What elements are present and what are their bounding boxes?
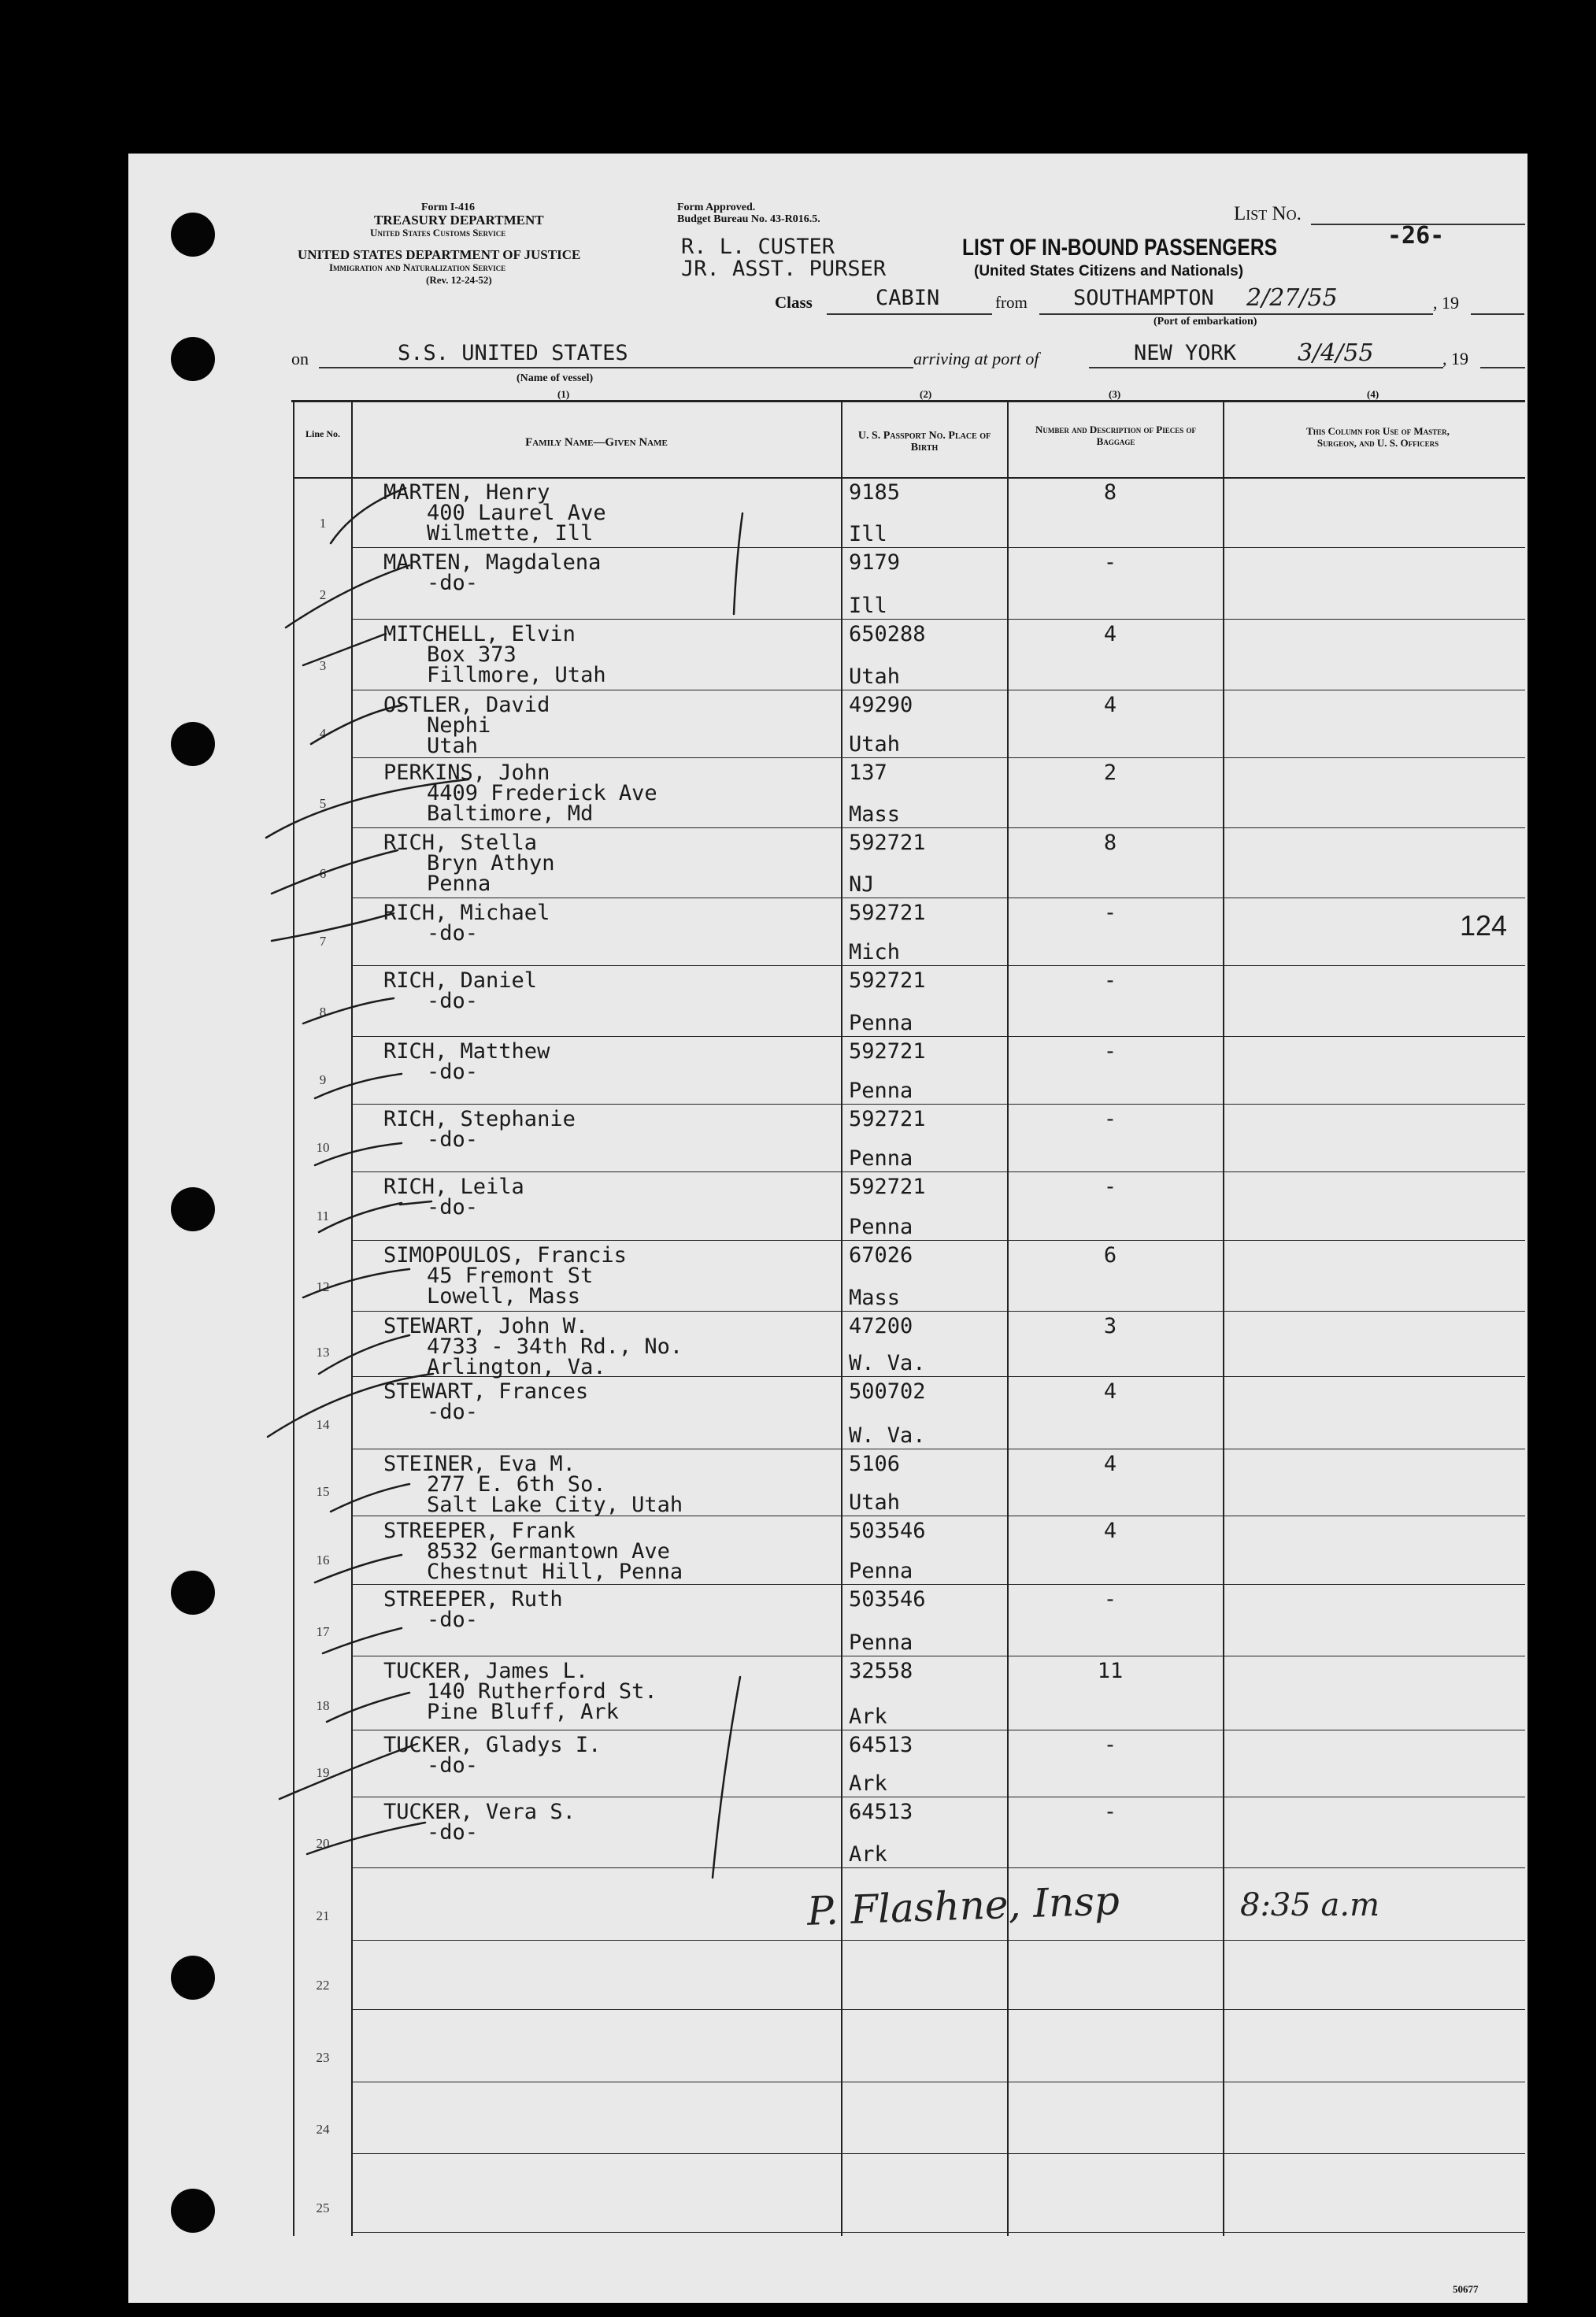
from-date: 2/27/55	[1246, 284, 1338, 312]
line-number: 5	[319, 796, 327, 811]
col-number-3: (3)	[1109, 388, 1121, 400]
from-underline	[1039, 313, 1433, 315]
passenger-name: RICH, Michael	[383, 901, 550, 925]
line-number: 23	[316, 2050, 330, 2065]
line-number: 15	[316, 1484, 330, 1499]
place-of-birth: Utah	[849, 1490, 901, 1515]
passport-number: 47200	[849, 1314, 913, 1338]
row-rule	[351, 1104, 1525, 1105]
line-number: 1	[319, 516, 327, 531]
punch-hole	[171, 2189, 215, 2233]
passport-number: 592721	[849, 1107, 926, 1131]
purser-name: R. L. CUSTER	[681, 235, 835, 259]
form-code: 50677	[1453, 2283, 1479, 2295]
year-underline	[1471, 313, 1524, 315]
manifest-title: LIST OF IN-BOUND PASSENGERS	[962, 235, 1278, 261]
passenger-address-1: 277 E. 6th So.	[427, 1472, 606, 1497]
col-number-1: (1)	[557, 388, 570, 400]
row-rule	[351, 1311, 1525, 1312]
baggage-count: -	[1103, 1800, 1117, 1824]
from-port: SOUTHAMPTON	[1073, 286, 1214, 310]
passport-number: 650288	[849, 622, 926, 646]
punch-hole	[171, 213, 215, 257]
line-number: 22	[316, 1978, 330, 1993]
col-number-2: (2)	[920, 388, 932, 400]
year-suffix-2: , 19	[1442, 349, 1468, 368]
from-label: from	[995, 293, 1028, 312]
baggage-count: -	[1103, 1587, 1117, 1612]
place-of-birth: W. Va.	[849, 1423, 926, 1448]
place-of-birth: Penna	[849, 1011, 913, 1035]
punch-hole	[171, 1571, 215, 1615]
punch-hole	[171, 1187, 215, 1231]
header-bottom-rule	[293, 477, 1525, 479]
passenger-address-1: -do-	[427, 1753, 479, 1778]
line-number: 12	[316, 1279, 330, 1294]
passenger-address-1: -do-	[427, 1608, 479, 1632]
place-of-birth: Mass	[849, 1286, 901, 1310]
place-of-birth: Mich	[849, 940, 901, 964]
place-of-birth: W. Va.	[849, 1351, 926, 1375]
row-rule	[351, 547, 1525, 548]
passport-number: 67026	[849, 1243, 913, 1268]
passenger-address-1: -do-	[427, 1195, 479, 1220]
passenger-name: RICH, Stella	[383, 831, 538, 855]
passenger-name: RICH, Matthew	[383, 1039, 550, 1064]
place-of-birth: Mass	[849, 802, 901, 827]
class-value: CABIN	[876, 286, 940, 310]
baggage-count: 8	[1103, 480, 1117, 505]
line-number: 20	[316, 1836, 330, 1851]
baggage-count: -	[1103, 1039, 1117, 1064]
col-number-4: (4)	[1367, 388, 1379, 400]
passenger-address-1: Box 373	[427, 642, 517, 667]
baggage-count: 8	[1103, 831, 1117, 855]
line-number: 2	[319, 587, 327, 602]
passenger-address-1: -do-	[427, 571, 479, 595]
year-underline-2	[1480, 367, 1525, 368]
baggage-count: 4	[1103, 1519, 1117, 1543]
baggage-count: 2	[1103, 761, 1117, 785]
row-rule	[351, 2232, 1525, 2233]
baggage-count: -	[1103, 550, 1117, 575]
manifest-subtitle: (United States Citizens and Nationals)	[974, 263, 1244, 279]
baggage-count: 4	[1103, 1379, 1117, 1404]
passenger-address-2: Arlington, Va.	[427, 1355, 606, 1379]
baggage-count: -	[1103, 968, 1117, 993]
passenger-name: MITCHELL, Elvin	[383, 622, 576, 646]
line-number: 18	[316, 1698, 330, 1713]
passenger-address-1: 400 Laurel Ave	[427, 501, 606, 525]
line-number: 17	[316, 1624, 330, 1639]
passenger-name: MARTEN, Henry	[383, 480, 550, 505]
col-header-line-no: Line No.	[305, 428, 340, 439]
line-number: 14	[316, 1417, 330, 1432]
row-rule	[351, 619, 1525, 620]
passenger-address-1: -do-	[427, 1400, 479, 1424]
line-number: 9	[319, 1072, 327, 1087]
line-number: 24	[316, 2122, 330, 2137]
passport-number: 64513	[849, 1733, 913, 1757]
line-number: 3	[319, 658, 327, 673]
row-rule	[351, 2009, 1525, 2010]
line-number: 16	[316, 1553, 330, 1567]
passport-number: 592721	[849, 1175, 926, 1199]
passenger-name: STEINER, Eva M.	[383, 1452, 576, 1476]
place-of-birth: Utah	[849, 732, 901, 757]
passenger-address-2: Chestnut Hill, Penna	[427, 1560, 683, 1584]
table-top-rule	[291, 400, 1525, 402]
passenger-address-1: -do-	[427, 1127, 479, 1152]
line-number: 25	[316, 2200, 330, 2215]
line-number: 21	[316, 1908, 330, 1923]
place-of-birth: Ill	[849, 522, 887, 546]
place-of-birth: NJ	[849, 872, 875, 897]
row-rule	[351, 827, 1525, 828]
row-rule	[351, 757, 1525, 758]
punch-hole	[171, 722, 215, 766]
passport-number: 32558	[849, 1659, 913, 1683]
col-header-passport: U. S. Passport No. Place of Birth	[857, 430, 991, 453]
line-number: 19	[316, 1765, 330, 1780]
row-rule	[351, 1036, 1525, 1037]
passenger-address-1: -do-	[427, 1820, 479, 1845]
passenger-address-1: 8532 Germantown Ave	[427, 1539, 670, 1564]
form-approved: Form Approved.	[677, 202, 756, 213]
passenger-address-1: -do-	[427, 989, 479, 1013]
passport-number: 64513	[849, 1800, 913, 1824]
class-underline	[827, 313, 992, 315]
passenger-name: OSTLER, David	[383, 693, 550, 717]
line-number: 7	[319, 934, 327, 949]
passenger-address-1: 45 Fremont St	[427, 1264, 594, 1288]
purser-title: JR. ASST. PURSER	[681, 257, 887, 281]
vessel-underline	[319, 367, 913, 368]
passenger-address-2: Wilmette, Ill	[427, 521, 594, 546]
passenger-address-1: Nephi	[427, 713, 491, 738]
row-rule	[351, 1867, 1525, 1868]
passenger-address-1: -do-	[427, 921, 479, 946]
vessel-caption: (Name of vessel)	[517, 372, 594, 384]
ins-label: Immigration and Naturalization Service	[329, 261, 506, 273]
col-divider-line-no	[351, 402, 353, 2236]
place-of-birth: Ark	[849, 1771, 887, 1796]
passenger-name: PERKINS, John	[383, 761, 550, 785]
baggage-count: 6	[1103, 1243, 1117, 1268]
arrival-date: 3/4/55	[1298, 339, 1374, 367]
row-rule	[351, 1240, 1525, 1241]
passenger-name: TUCKER, Vera S.	[383, 1800, 576, 1824]
place-of-birth: Utah	[849, 664, 901, 689]
passenger-address-1: 4409 Frederick Ave	[427, 781, 657, 805]
budget-bureau: Budget Bureau No. 43-R016.5.	[677, 213, 820, 225]
line-number: 11	[316, 1208, 330, 1223]
port-embarkation-caption: (Port of embarkation)	[1153, 316, 1257, 328]
list-no-label: List No.	[1234, 203, 1302, 224]
row-rule	[351, 1940, 1525, 1941]
passport-number: 9179	[849, 550, 901, 575]
passenger-address-2: Baltimore, Md	[427, 801, 594, 826]
passport-number: 592721	[849, 968, 926, 993]
arrival-underline	[1089, 367, 1443, 368]
punch-hole	[171, 337, 215, 381]
passport-number: 592721	[849, 901, 926, 925]
row-rule	[351, 965, 1525, 966]
row-rule	[351, 2153, 1525, 2154]
passenger-address-2: Lowell, Mass	[427, 1284, 581, 1308]
baggage-count: 4	[1103, 622, 1117, 646]
place-of-birth: Ark	[849, 1842, 887, 1867]
passport-number: 137	[849, 761, 887, 785]
punch-hole	[171, 1956, 215, 2000]
passport-number: 503546	[849, 1519, 926, 1543]
line-number: 4	[319, 726, 327, 741]
passenger-address-1: -do-	[427, 1060, 479, 1084]
revision-label: (Rev. 12-24-52)	[426, 274, 492, 286]
passenger-address-2: Utah	[427, 734, 479, 758]
line-number: 13	[316, 1345, 330, 1360]
line-number: 8	[319, 1005, 327, 1020]
passenger-name: RICH, Daniel	[383, 968, 538, 993]
place-of-birth: Ark	[849, 1704, 887, 1729]
passenger-address-2: Fillmore, Utah	[427, 663, 606, 687]
list-no-value: -26-	[1387, 222, 1445, 250]
row-rule	[351, 1584, 1525, 1585]
place-of-birth: Penna	[849, 1079, 913, 1103]
table-left-border	[293, 402, 294, 2236]
baggage-count: -	[1103, 901, 1117, 925]
col-divider-name	[841, 402, 842, 2236]
passport-number: 9185	[849, 480, 901, 505]
passenger-address-2: Pine Bluff, Ark	[427, 1700, 619, 1724]
baggage-count: 4	[1103, 693, 1117, 717]
passenger-name: STEWART, Frances	[383, 1379, 589, 1404]
vessel-name: S.S. UNITED STATES	[398, 341, 628, 365]
passport-number: 592721	[849, 1039, 926, 1064]
passport-number: 49290	[849, 693, 913, 717]
passenger-name: SIMOPOULOS, Francis	[383, 1243, 627, 1268]
baggage-count: 11	[1097, 1659, 1124, 1683]
form-number: Form I-416	[421, 202, 476, 213]
col-divider-passport	[1007, 402, 1009, 2236]
passenger-address-2: Salt Lake City, Utah	[427, 1493, 683, 1517]
passenger-address-1: 140 Rutherford St.	[427, 1679, 657, 1704]
passenger-name: RICH, Stephanie	[383, 1107, 576, 1131]
col-header-officers: This Column for Use of Master, Surgeon, and U. S. Officers	[1306, 425, 1450, 449]
passport-number: 500702	[849, 1379, 926, 1404]
passport-number: 503546	[849, 1587, 926, 1612]
row-rule	[351, 1171, 1525, 1172]
treasury-label: TREASURY DEPARTMENT	[374, 213, 544, 228]
class-label: Class	[775, 293, 813, 312]
passenger-address-1: 4733 - 34th Rd., No.	[427, 1334, 683, 1359]
passenger-name: TUCKER, Gladys I.	[383, 1733, 602, 1757]
place-of-birth: Ill	[849, 594, 887, 618]
baggage-count: -	[1103, 1107, 1117, 1131]
passenger-name: STREEPER, Frank	[383, 1519, 576, 1543]
col-header-name: Family Name—Given Name	[525, 436, 668, 449]
col-header-baggage: Number and Description of Pieces of Baggage	[1035, 424, 1196, 447]
passenger-address-2: Penna	[427, 872, 491, 896]
baggage-count: 4	[1103, 1452, 1117, 1476]
place-of-birth: Penna	[849, 1559, 913, 1583]
place-of-birth: Penna	[849, 1630, 913, 1655]
passenger-name: MARTEN, Magdalena	[383, 550, 602, 575]
inspection-time: 8:35 a.m	[1240, 1887, 1380, 1923]
passport-number: 592721	[849, 831, 926, 855]
line-number: 10	[316, 1140, 330, 1155]
passenger-name: STREEPER, Ruth	[383, 1587, 563, 1612]
passenger-address-1: Bryn Athyn	[427, 851, 555, 875]
year-suffix: , 19	[1433, 293, 1459, 313]
baggage-count: -	[1103, 1733, 1117, 1757]
arriving-label: arriving at port of	[913, 349, 1039, 368]
on-label: on	[291, 349, 309, 368]
arrival-port: NEW YORK	[1134, 341, 1237, 365]
passenger-name: STEWART, John W.	[383, 1314, 589, 1338]
col-divider-baggage	[1223, 402, 1224, 2236]
line-number: 6	[319, 866, 327, 881]
passenger-name: RICH, Leila	[383, 1175, 524, 1199]
baggage-count: -	[1103, 1175, 1117, 1199]
baggage-count: 3	[1103, 1314, 1117, 1338]
customs-label: United States Customs Service	[370, 227, 506, 239]
officer-note: 124	[1460, 909, 1508, 942]
passport-number: 5106	[849, 1452, 901, 1476]
place-of-birth: Penna	[849, 1215, 913, 1239]
justice-label: UNITED STATES DEPARTMENT OF JUSTICE	[298, 247, 581, 262]
inspector-signature: P. Flashne, Insp	[806, 1878, 1120, 1934]
passenger-name: TUCKER, James L.	[383, 1659, 589, 1683]
place-of-birth: Penna	[849, 1146, 913, 1171]
